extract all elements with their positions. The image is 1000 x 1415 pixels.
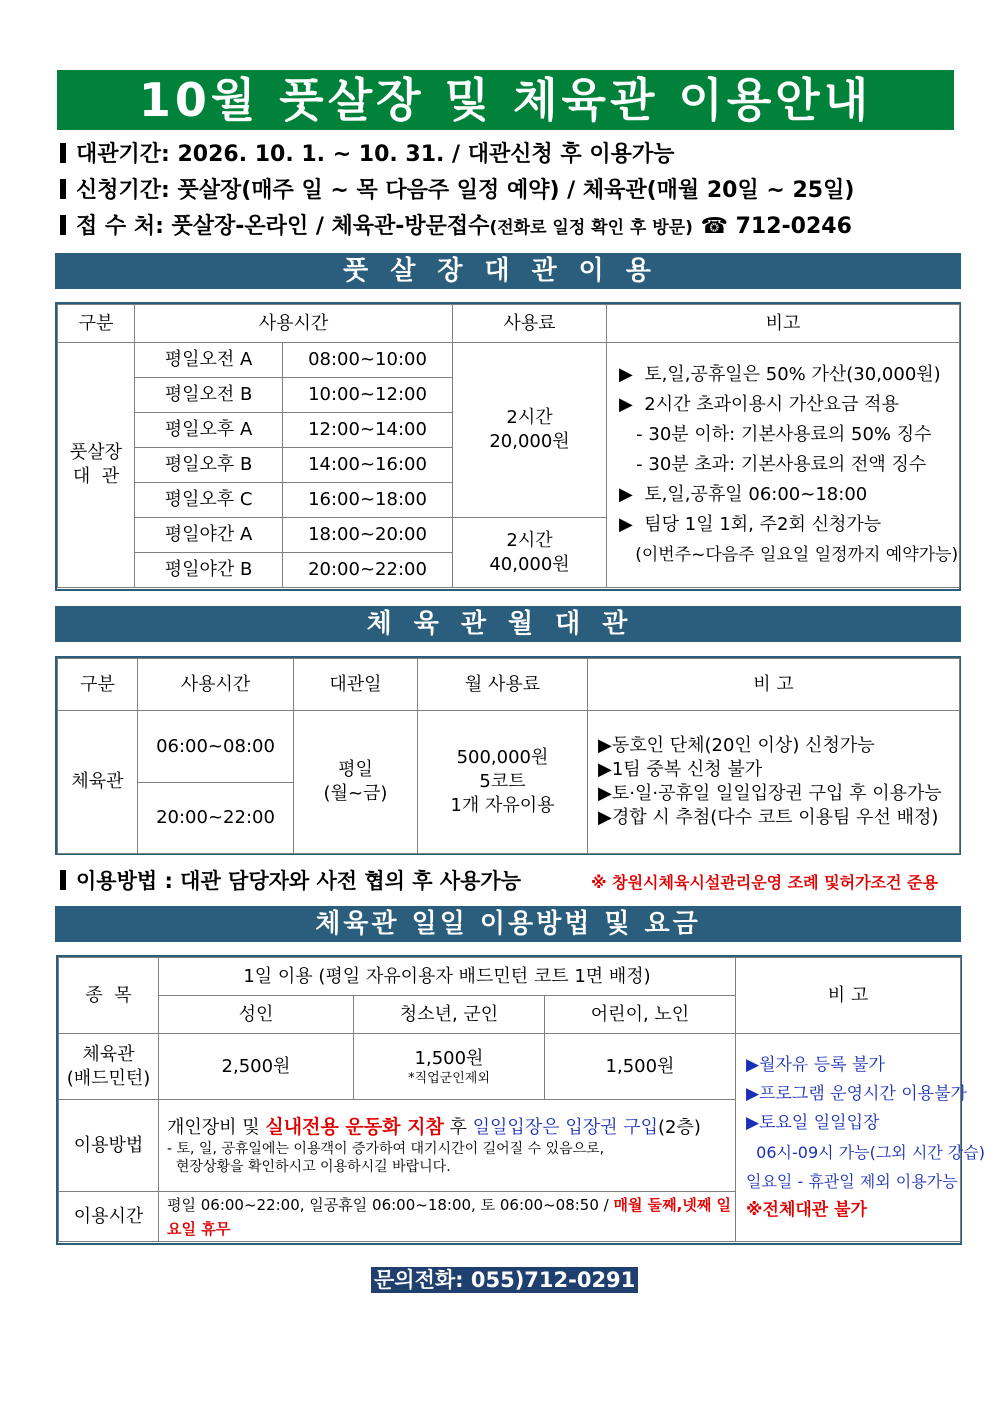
period-value: 2026. 10. 1. ~ 10. 31. / 대관신청 후 이용가능: [177, 142, 675, 167]
daily-header-note: 비 고: [736, 958, 961, 1034]
slot-name: 평일오후 B: [135, 448, 283, 483]
futsal-fee-day: 2시간 20,000원: [453, 343, 607, 518]
gym-time-evening: 20:00~22:00: [138, 783, 294, 854]
hours-text: 평일 06:00~22:00, 일공휴일 06:00~18:00, 토 06:00~08:50 / 매월 둘째,넷째 일요일 휴무: [159, 1192, 736, 1242]
slot-time: 18:00~20:00: [283, 518, 453, 553]
futsal-header-category: 구분: [58, 305, 135, 343]
slot-name: 평일오전 A: [135, 343, 283, 378]
daily-row-name: 체육관 (배드민턴): [59, 1034, 159, 1100]
contact-phone: 문의전화: 055)712-0291: [371, 1267, 638, 1293]
reception-label: 접 수 처:: [76, 214, 164, 239]
gym-header-time: 사용시간: [138, 659, 294, 711]
fee-youth: 1,500원 *직업군인제외: [354, 1034, 545, 1100]
futsal-table: [57, 304, 960, 588]
slot-name: 평일오후 A: [135, 413, 283, 448]
reception-value: 풋살장-온라인 / 체육관-방문접수: [171, 214, 490, 239]
slot-time: 14:00~16:00: [283, 448, 453, 483]
futsal-header-time: 사용시간: [135, 305, 453, 343]
usage-line: [60, 866, 521, 896]
hours-label: 이용시간: [59, 1192, 159, 1242]
slot-time: 12:00~14:00: [283, 413, 453, 448]
reception-phone: ☎ 712-0246: [700, 214, 852, 239]
method-label: 이용방법: [59, 1100, 159, 1192]
gym-time-morning: 06:00~08:00: [138, 711, 294, 783]
daily-subheader-child: 어린이, 노인: [545, 996, 736, 1034]
gym-fee: 500,000원 5코트 1개 자유이용: [418, 711, 588, 854]
reception-note: (전화로 일정 확인 후 방문): [489, 218, 693, 238]
slot-time: 20:00~22:00: [283, 553, 453, 588]
gym-category: 체육관: [58, 711, 138, 854]
gym-header-note: 비 고: [588, 659, 960, 711]
usage-note: ※ 창원시체육시설관리운영 조례 및허가조건 준용: [591, 873, 938, 892]
slot-time: 10:00~12:00: [283, 378, 453, 413]
futsal-fee-night: 2시간 40,000원: [453, 518, 607, 588]
slot-name: 평일오후 C: [135, 483, 283, 518]
fee-child: 1,500원: [545, 1034, 736, 1100]
info-reception: [60, 212, 852, 243]
gym-daily-table: [58, 957, 985, 1242]
bullet-bar: [60, 215, 66, 235]
usage-label: 이용방법 : 대관 담당자와 사전 협의 후 사용가능: [76, 869, 522, 893]
slot-time: 08:00~10:00: [283, 343, 453, 378]
gym-daily-section-title: 체육관 일일 이용방법 및 요금: [55, 906, 961, 942]
gym-notes: ▶동호인 단체(20인 이상) 신청가능 ▶1팀 중복 신청 불가 ▶토·일·공휴일 일일입장권 구입 후 이용가능 ▶경합 시 추첨(다수 코트 이용팀 우선 배정): [588, 711, 960, 854]
futsal-notes: ▶ 토,일,공휴일은 50% 가산(30,000원) ▶ 2시간 초과이용시 가산요금 적용 - 30분 이하: 기본사용료의 50% 징수 - 30분 초과: 기본사용료의 전액 징수 ▶ 토,일,공휴일 06:00~18:00 ▶ 팀당 1일 1회, 주2회 신청가능 (이번주~다음주 일요일 일정까지 예약가능): [607, 343, 960, 588]
slot-name: 평일야간 A: [135, 518, 283, 553]
bullet-bar: [60, 143, 66, 163]
info-apply: [60, 176, 854, 206]
method-text: 개인장비 및 실내전용 운동화 지참 후 일일입장은 입장권 구입(2층) - 토, 일, 공휴일에는 이용객이 증가하여 대기시간이 길어질 수 있음으로, 현장상황을 확인하시고 이용하시길 바랍니다.: [159, 1100, 736, 1192]
bullet-bar: [60, 870, 66, 890]
slot-name: 평일야간 B: [135, 553, 283, 588]
bullet-bar: [60, 179, 66, 199]
gym-header-category: 구분: [58, 659, 138, 711]
gym-header-days: 대관일: [294, 659, 418, 711]
gym-header-fee: 월 사용료: [418, 659, 588, 711]
gym-monthly-table: [57, 658, 960, 854]
fee-adult: 2,500원: [159, 1034, 354, 1100]
daily-subheader-youth: 청소년, 군인: [354, 996, 545, 1034]
daily-subheader-adult: 성인: [159, 996, 354, 1034]
daily-notes: ▶월자유 등록 불가 ▶프로그램 운영시간 이용불가 ▶토요일 일일입장 06시-09시 가능(그외 시간 강습) 일요일 - 휴관일 제외 이용가능 ※전체대관 불가: [736, 1034, 961, 1242]
futsal-category: 풋살장 대 관: [58, 343, 135, 588]
period-label: 대관기간:: [76, 142, 170, 167]
apply-value: 풋살장(매주 일 ~ 목 다음주 일정 예약) / 체육관(매월 20일 ~ 25일): [177, 178, 855, 203]
page-title: 10월 풋살장 및 체육관 이용안내: [57, 70, 954, 130]
futsal-header-note: 비고: [607, 305, 960, 343]
slot-name: 평일오전 B: [135, 378, 283, 413]
daily-header-item: 종 목: [59, 958, 159, 1034]
daily-header-daily: 1일 이용 (평일 자유이용자 배드민턴 코트 1면 배정): [159, 958, 736, 996]
futsal-header-fee: 사용료: [453, 305, 607, 343]
info-period: [60, 140, 674, 170]
futsal-section-title: 풋살장대관이용: [55, 253, 961, 289]
gym-days: 평일 (월~금): [294, 711, 418, 854]
apply-label: 신청기간:: [76, 178, 170, 203]
gym-monthly-section-title: 체육관월대관: [55, 606, 961, 642]
slot-time: 16:00~18:00: [283, 483, 453, 518]
